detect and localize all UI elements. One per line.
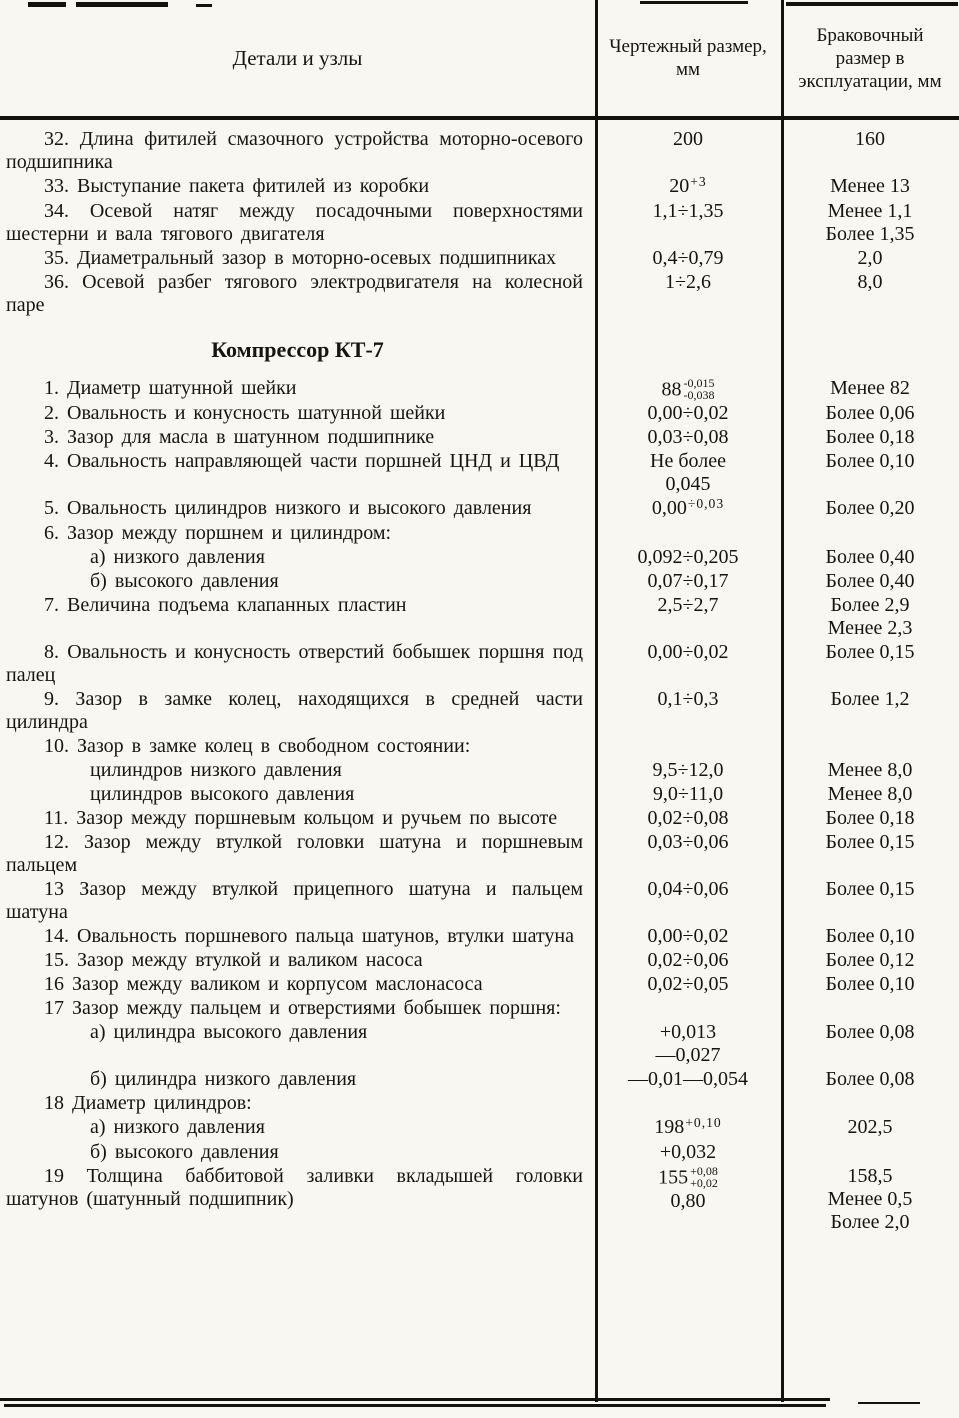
row-label: а) низкого давления — [90, 546, 265, 569]
row-label: 19 Толщина баббитовой заливки вкладышей головки шатунов (шатунный подшипник) — [6, 1165, 583, 1211]
row-label-cell — [0, 1092, 595, 1115]
reject-size-value: Более 1,2 — [830, 688, 910, 711]
reject-size-value: Более 0,06 — [825, 402, 915, 425]
value-text: 0,00 — [651, 497, 687, 520]
reject-size-cell — [781, 949, 959, 972]
drawing-size-cell — [595, 1068, 781, 1091]
header-underline — [0, 116, 959, 120]
drawing-size-cell — [595, 831, 781, 854]
row-label-cell — [0, 570, 595, 593]
drawing-size-value — [599, 1165, 777, 1189]
value-text: Не более — [650, 450, 726, 473]
reject-size-cell — [781, 570, 959, 593]
reject-size-cell — [781, 925, 959, 948]
reject-size-cell — [781, 247, 959, 270]
value-text: 1,1÷1,35 — [652, 200, 724, 222]
header-cell-drawing-size: Чертежный размер, мм — [609, 36, 767, 80]
row-label-cell — [0, 735, 595, 758]
table-row — [0, 546, 959, 569]
tolerance-stack — [690, 1165, 718, 1189]
header-cell-reject-size: Браковочный размер в эксплуатации, мм — [798, 24, 942, 92]
reject-size-cell — [781, 641, 959, 664]
drawing-size-cell — [595, 497, 781, 521]
reject-size-cell — [781, 497, 959, 520]
value-text: 9,0÷11,0 — [652, 783, 724, 806]
table-row — [0, 175, 959, 199]
row-label: б) высокого давления — [90, 570, 279, 593]
value-text: 88 — [661, 378, 682, 401]
reject-size-cell — [781, 546, 959, 569]
drawing-size-cell — [595, 570, 781, 593]
drawing-size-cell — [595, 247, 781, 270]
row-label-cell — [0, 997, 595, 1020]
tolerance-superscript: ÷0,03 — [687, 496, 725, 512]
value-text: 0,02÷0,05 — [647, 973, 729, 996]
reject-size-cell — [781, 783, 959, 806]
drawing-size-cell — [595, 402, 781, 425]
value-text: 155 — [658, 1166, 689, 1189]
value-text: 0,03÷0,06 — [647, 831, 729, 854]
reject-size-value: Более 0,10 — [825, 973, 915, 996]
row-label: 4. Овальность направляющей части поршней ЦНД и ЦВД — [44, 450, 560, 473]
reject-size-value: Менее 8,0 — [827, 759, 913, 782]
row-label: 9. Зазор в замке колец, находящихся в средней части цилиндра — [6, 688, 583, 734]
row-label-cell — [0, 688, 595, 734]
row-label: 16 Зазор между валиком и корпусом маслонасоса — [44, 973, 483, 996]
row-label-cell — [0, 1068, 595, 1091]
table-row — [0, 759, 959, 782]
drawing-size-cell — [595, 271, 781, 294]
drawing-size-value — [599, 641, 777, 664]
bottom-border-line — [4, 1404, 826, 1407]
value-text: 0,04÷0,06 — [647, 878, 729, 901]
row-label: 7. Величина подъема клапанных пластин — [44, 594, 407, 617]
reject-size-value: Более 0,20 — [825, 497, 915, 520]
table-row — [0, 402, 959, 425]
header-cell-details: Детали и узлы — [232, 45, 363, 70]
drawing-size-cell — [595, 377, 781, 401]
reject-size-value: Более 0,08 — [825, 1068, 915, 1091]
reject-size-cell — [781, 594, 959, 640]
drawing-size-value — [599, 402, 777, 425]
reject-size-value: Менее 2,3 — [827, 617, 913, 640]
drawing-size-value — [599, 1044, 777, 1067]
row-label-cell — [0, 641, 595, 687]
row-label: 15. Зазор между втулкой и валиком насоса — [44, 949, 423, 972]
row-label: 32. Длина фитилей смазочного устройства моторно-осевого подшипника — [6, 128, 583, 173]
value-text: 0,045 — [665, 473, 711, 496]
drawing-size-value — [599, 759, 777, 782]
drawing-size-cell — [595, 546, 781, 569]
row-label-cell — [0, 402, 595, 425]
reject-size-value: Более 0,18 — [825, 807, 915, 830]
row-label: 13 Зазор между втулкой прицепного шатуна и пальцем шатуна — [6, 878, 583, 924]
reject-size-value: Более 0,15 — [825, 878, 915, 901]
reject-size-cell — [781, 1068, 959, 1091]
drawing-size-value — [599, 175, 777, 199]
row-label: 12. Зазор между втулкой головки шатуна и поршневым пальцем — [6, 831, 583, 877]
reject-size-value: Менее 1,1 — [827, 200, 913, 222]
reject-size-value: Более 0,10 — [825, 925, 915, 948]
drawing-size-value — [599, 426, 777, 449]
row-label-cell — [0, 128, 595, 174]
drawing-size-value — [599, 546, 777, 569]
reject-size-value: Более 1,35 — [825, 223, 915, 245]
row-label-cell — [0, 377, 595, 400]
tolerance-stack — [684, 377, 715, 401]
row-label: 36. Осевой разбег тягового электродвигателя на колесной паре — [6, 271, 583, 316]
drawing-size-value — [599, 807, 777, 830]
table-row — [0, 1068, 959, 1091]
reject-size-cell — [781, 973, 959, 996]
row-label: 2. Овальность и конусность шатунной шейки — [44, 402, 446, 425]
table-row — [0, 735, 959, 758]
drawing-size-value — [599, 594, 777, 617]
row-label-cell — [0, 497, 595, 520]
row-label-cell — [0, 1165, 595, 1211]
reject-size-cell — [781, 402, 959, 425]
tolerance-superscript: +0,10 — [685, 1115, 722, 1131]
tolerance-superscript: +3 — [690, 173, 707, 189]
reject-size-value: Менее 13 — [830, 175, 910, 197]
drawing-size-value — [599, 570, 777, 593]
row-label: 35. Диаметральный зазор в моторно-осевых подшипниках — [44, 247, 557, 269]
drawing-size-value — [599, 1116, 777, 1140]
reject-size-cell — [781, 831, 959, 854]
drawing-size-value — [599, 1141, 777, 1164]
drawing-size-value — [599, 878, 777, 901]
reject-size-cell — [781, 688, 959, 711]
reject-size-cell — [781, 377, 959, 400]
value-text: —0,027 — [655, 1044, 721, 1067]
drawing-size-value — [599, 949, 777, 972]
reject-size-value: Более 0,40 — [825, 546, 915, 569]
drawing-size-value — [599, 473, 777, 496]
reject-size-cell — [781, 175, 959, 198]
reject-size-value: Более 0,10 — [825, 450, 915, 473]
drawing-size-cell — [595, 426, 781, 449]
drawing-size-cell — [595, 1141, 781, 1164]
row-label: б) высокого давления — [90, 1141, 279, 1164]
table-row — [0, 807, 959, 830]
value-text: 0,4÷0,79 — [652, 247, 724, 269]
row-label-cell — [0, 973, 595, 996]
reject-size-value: 160 — [855, 128, 885, 150]
section-row — [0, 337, 959, 363]
reject-size-cell — [781, 128, 959, 151]
row-label-cell — [0, 546, 595, 569]
table-header — [0, 0, 959, 116]
row-label-cell — [0, 200, 595, 246]
row-label-cell — [0, 247, 595, 270]
tolerance-line: -0,038 — [683, 388, 715, 402]
drawing-size-value — [599, 377, 777, 401]
row-label: цилиндров низкого давления — [90, 759, 342, 782]
drawing-size-cell — [595, 641, 781, 664]
drawing-size-value — [599, 973, 777, 996]
drawing-size-cell — [595, 1021, 781, 1067]
row-label-cell — [0, 759, 595, 782]
row-label: а) низкого давления — [90, 1116, 265, 1139]
value-text: —0,01—0,054 — [628, 1068, 748, 1091]
row-label-cell — [0, 783, 595, 806]
drawing-size-cell — [595, 128, 781, 151]
reject-size-cell — [781, 1021, 959, 1044]
table-row — [0, 522, 959, 545]
row-label-cell — [0, 1021, 595, 1044]
row-label-cell — [0, 594, 595, 617]
table-row — [0, 1116, 959, 1140]
value-text: 0,80 — [670, 1189, 706, 1212]
table-row — [0, 1141, 959, 1164]
drawing-size-cell — [595, 594, 781, 617]
tolerance-line: +0,08 — [690, 1164, 718, 1179]
table-row — [0, 570, 959, 593]
row-label: 34. Осевой натяг между посадочными поверхностями шестерни и вала тягового двигателя — [6, 200, 583, 245]
reject-size-value: Более 0,18 — [825, 426, 915, 449]
reject-size-value: Более 0,15 — [825, 641, 915, 664]
row-label: цилиндров высокого давления — [90, 783, 355, 806]
value-text: 0,03÷0,08 — [647, 426, 729, 449]
table-row — [0, 1165, 959, 1234]
row-label: 8. Овальность и конусность отверстий бобышек поршня под палец — [6, 641, 583, 687]
row-label-cell — [0, 1141, 595, 1164]
drawing-size-value — [599, 831, 777, 854]
reject-size-cell — [781, 426, 959, 449]
table-row — [0, 1021, 959, 1067]
value-text: 0,00÷0,02 — [647, 402, 729, 425]
table-body — [0, 128, 959, 1235]
value-text: 0,00÷0,02 — [647, 925, 729, 948]
reject-size-cell — [781, 450, 959, 473]
reject-size-cell — [781, 759, 959, 782]
row-label: а) цилиндра высокого давления — [90, 1021, 368, 1044]
table-row — [0, 783, 959, 806]
reject-size-cell — [781, 200, 959, 246]
drawing-size-cell — [595, 925, 781, 948]
reject-size-value: Более 0,12 — [825, 949, 915, 972]
value-text: 0,07÷0,17 — [647, 570, 729, 593]
drawing-size-cell — [595, 1116, 781, 1140]
value-text: 0,02÷0,06 — [647, 949, 729, 972]
table-row — [0, 973, 959, 996]
drawing-size-value — [599, 450, 777, 473]
reject-size-value: 8,0 — [857, 271, 883, 293]
row-label-cell — [0, 807, 595, 830]
drawing-size-value — [599, 1190, 777, 1213]
reject-size-value: Более 0,08 — [825, 1021, 915, 1044]
tolerance-line: +0,02 — [690, 1176, 718, 1191]
table-row — [0, 1092, 959, 1115]
row-label-cell — [0, 426, 595, 449]
table-row — [0, 426, 959, 449]
drawing-size-value — [599, 783, 777, 806]
table-row — [0, 128, 959, 174]
value-text: 2,5÷2,7 — [657, 594, 719, 617]
value-text: 9,5÷12,0 — [652, 759, 724, 782]
value-text: +0,032 — [659, 1141, 717, 1164]
tolerance-line: -0,015 — [683, 376, 715, 390]
value-text: 1÷2,6 — [665, 271, 711, 293]
reject-size-cell — [781, 878, 959, 901]
drawing-size-value — [599, 271, 777, 294]
bottom-border-line — [0, 1398, 830, 1401]
value-text: 0,02÷0,08 — [647, 807, 729, 830]
table-row — [0, 200, 959, 246]
row-label: 11. Зазор между поршневым кольцом и ручьем по высоте — [44, 807, 558, 830]
table-row — [0, 831, 959, 877]
table-row — [0, 450, 959, 496]
reject-size-value: 158,5 — [847, 1165, 893, 1188]
reject-size-value: Менее 8,0 — [827, 783, 913, 806]
row-label: 10. Зазор в замке колец в свободном состоянии: — [44, 735, 471, 758]
row-label: 6. Зазор между поршнем и цилиндром: — [44, 522, 392, 545]
drawing-size-value — [599, 925, 777, 948]
table-row — [0, 497, 959, 521]
drawing-size-cell — [595, 878, 781, 901]
table-row — [0, 925, 959, 948]
drawing-size-cell — [595, 175, 781, 199]
row-label: 18 Диаметр цилиндров: — [44, 1092, 252, 1115]
row-label: б) цилиндра низкого давления — [90, 1068, 357, 1091]
drawing-size-cell — [595, 200, 781, 223]
table-row — [0, 949, 959, 972]
value-text: 0,1÷0,3 — [657, 688, 719, 711]
row-label: 5. Овальность цилиндров низкого и высокого давления — [44, 497, 532, 520]
row-label: 1. Диаметр шатунной шейки — [44, 377, 297, 399]
row-label: 3. Зазор для масла в шатунном подшипнике — [44, 426, 435, 449]
drawing-size-value — [599, 688, 777, 711]
table-row — [0, 997, 959, 1020]
reject-size-cell — [781, 1165, 959, 1234]
drawing-size-value — [599, 128, 777, 151]
value-text: 0,00÷0,02 — [647, 641, 729, 664]
value-text: 198 — [654, 1116, 685, 1139]
row-label-cell — [0, 878, 595, 924]
row-label: 33. Выступание пакета фитилей из коробки — [44, 175, 430, 197]
row-label-cell — [0, 1116, 595, 1139]
section-title: Компрессор КТ-7 — [211, 337, 384, 362]
row-label-cell — [0, 925, 595, 948]
reject-size-cell — [781, 807, 959, 830]
table-row — [0, 247, 959, 270]
row-label: 17 Зазор между пальцем и отверстиями бобышек поршня: — [44, 997, 561, 1020]
table-row — [0, 688, 959, 734]
row-label-cell — [0, 271, 595, 317]
drawing-size-cell — [595, 973, 781, 996]
drawing-size-cell — [595, 949, 781, 972]
reject-size-value: Более 2,9 — [830, 594, 910, 617]
table-row — [0, 271, 959, 317]
row-label-cell — [0, 522, 595, 545]
drawing-size-cell — [595, 450, 781, 496]
reject-size-value: Более 0,15 — [825, 831, 915, 854]
row-label-cell — [0, 450, 595, 473]
drawing-size-value — [599, 497, 777, 521]
reject-size-value: Менее 0,5 — [827, 1188, 913, 1211]
table-row — [0, 641, 959, 687]
row-label: 14. Овальность поршневого пальца шатунов, втулки шатуна — [44, 925, 574, 948]
row-label-cell — [0, 175, 595, 198]
bottom-border-fragment — [858, 1402, 920, 1404]
drawing-size-cell — [595, 759, 781, 782]
value-text: 0,092÷0,205 — [637, 546, 739, 569]
value-text: 20 — [669, 175, 690, 197]
value-text: +0,013 — [659, 1021, 717, 1044]
drawing-size-cell — [595, 1165, 781, 1212]
reject-size-cell — [781, 271, 959, 294]
row-label-cell — [0, 831, 595, 877]
row-label-cell — [0, 949, 595, 972]
reject-size-value: Более 0,40 — [825, 570, 915, 593]
drawing-size-cell — [595, 807, 781, 830]
value-text: 200 — [673, 128, 703, 150]
table-row — [0, 594, 959, 640]
drawing-size-cell — [595, 688, 781, 711]
drawing-size-cell — [595, 783, 781, 806]
reject-size-value: 202,5 — [847, 1116, 893, 1139]
drawing-size-value — [599, 1068, 777, 1091]
reject-size-value: 2,0 — [857, 247, 883, 269]
drawing-size-value — [599, 200, 777, 223]
drawing-size-value — [599, 247, 777, 270]
reject-size-value: Менее 82 — [830, 377, 910, 399]
reject-size-cell — [781, 1116, 959, 1139]
table-row — [0, 377, 959, 401]
table-row — [0, 878, 959, 924]
reject-size-value: Более 2,0 — [830, 1211, 910, 1234]
drawing-size-value — [599, 1021, 777, 1044]
